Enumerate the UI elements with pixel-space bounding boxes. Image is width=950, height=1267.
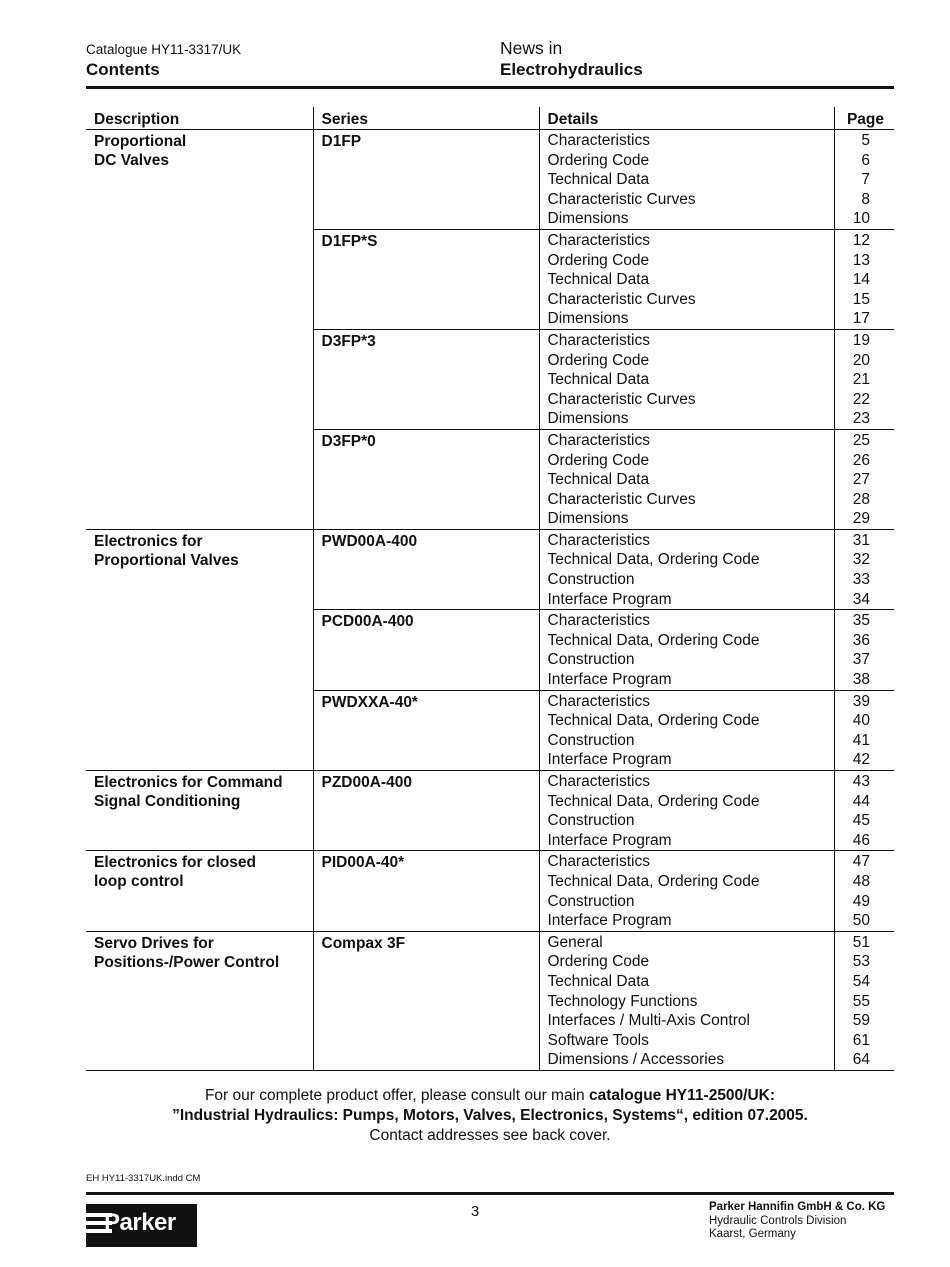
detail-item: Technical Data, Ordering Code: [547, 792, 760, 810]
detail-item: Interface Program: [547, 912, 672, 930]
detail-item: Characteristics: [547, 231, 650, 249]
series-cell: D1FP*S: [313, 229, 539, 329]
page-ref: 5: [861, 132, 870, 149]
detail-item: Ordering Code: [547, 351, 650, 369]
page-ref: 10: [852, 210, 870, 228]
details-cell: [539, 931, 834, 1070]
details-cell: [539, 329, 834, 429]
series-header: Series: [313, 107, 539, 130]
detail-item: Ordering Code: [547, 953, 650, 971]
detail-item: Technical Data: [547, 171, 650, 189]
page-ref: 32: [852, 551, 870, 569]
footnote-line-1: [86, 1086, 894, 1106]
detail-item: Technical Data, Ordering Code: [547, 872, 760, 890]
detail-item: Ordering Code: [547, 251, 650, 269]
page-cell: [834, 529, 894, 609]
table-header-row: [86, 107, 894, 130]
page-header: [86, 38, 894, 90]
page-ref: 14: [852, 271, 870, 289]
detail-item: Interface Program: [547, 590, 672, 608]
page-cell: [834, 329, 894, 429]
page-ref: 54: [852, 972, 870, 990]
page-ref: 36: [852, 631, 870, 649]
detail-item: Technical Data: [547, 972, 650, 990]
page-ref: 7: [861, 171, 870, 189]
page-ref: 21: [852, 371, 870, 389]
company-info: [709, 1201, 885, 1242]
page-ref: 43: [852, 773, 870, 790]
catalogue-number: Catalogue HY11-3317/UK: [86, 42, 242, 57]
footnote-line-3: Contact addresses see back cover.: [369, 1127, 611, 1144]
details-cell: [539, 771, 834, 851]
header-rule: [86, 86, 894, 89]
page-ref: 35: [852, 612, 870, 630]
page-ref: 51: [852, 933, 870, 951]
page-ref: 13: [852, 251, 870, 269]
page-ref: 34: [852, 590, 870, 608]
detail-item: Ordering Code: [547, 151, 650, 169]
page-ref: 27: [852, 471, 870, 489]
detail-item: General: [547, 933, 603, 951]
company-division: Hydraulic Controls Division: [709, 1214, 847, 1227]
series-cell: PID00A-40*: [313, 851, 539, 931]
page-ref: 6: [861, 151, 870, 169]
series-cell: PZD00A-400: [313, 771, 539, 851]
description-line: Servo Drives for: [94, 934, 214, 952]
series-cell: PWD00A-400: [313, 529, 539, 609]
description-line: Positions-/Power Control: [94, 953, 280, 971]
description-cell: [86, 931, 313, 1070]
page-cell: [834, 931, 894, 1070]
table-row: [86, 771, 894, 851]
detail-item: Characteristic Curves: [547, 290, 696, 308]
detail-item: Construction: [547, 892, 635, 910]
description-line: Electronics for Command: [94, 774, 283, 791]
details-cell: [539, 690, 834, 770]
page-ref: 53: [852, 953, 870, 971]
page-ref: 42: [852, 751, 870, 769]
detail-item: Dimensions / Accessories: [547, 1051, 725, 1069]
footnote-catalogue-ref: catalogue HY11-2500/UK:: [588, 1087, 776, 1104]
table-row: [86, 931, 894, 1070]
page-ref: 40: [852, 712, 870, 730]
detail-item: Construction: [547, 571, 635, 589]
detail-item: Characteristics: [547, 331, 650, 349]
page-ref: 59: [852, 1012, 870, 1030]
page-ref: 20: [852, 351, 870, 369]
page-ref: 44: [852, 792, 870, 810]
detail-item: Characteristics: [547, 531, 650, 549]
series-cell: PWDXXA-40*: [313, 690, 539, 770]
detail-item: Construction: [547, 812, 635, 830]
detail-item: Technical Data, Ordering Code: [547, 551, 760, 569]
page-ref: 12: [852, 231, 870, 249]
page-ref: 47: [852, 853, 870, 871]
news-in-label: News in: [500, 38, 563, 58]
detail-item: Interface Program: [547, 671, 672, 689]
detail-item: Characteristics: [547, 692, 650, 710]
description-cell: [86, 851, 313, 931]
detail-item: Ordering Code: [547, 451, 650, 469]
page-ref: 29: [852, 510, 870, 528]
page-ref: 61: [852, 1031, 870, 1049]
description-line: Proportional Valves: [94, 551, 239, 569]
detail-item: Characteristic Curves: [547, 390, 696, 408]
table-row: [86, 851, 894, 931]
detail-item: Interfaces / Multi-Axis Control: [547, 1012, 750, 1030]
section-title: Contents: [86, 60, 160, 79]
detail-item: Technical Data: [547, 371, 650, 389]
page-ref: 37: [852, 651, 870, 669]
page-cell: [834, 429, 894, 529]
description-line: Signal Conditioning: [94, 793, 241, 810]
description-line: loop control: [94, 873, 184, 891]
description-line: DC Valves: [94, 152, 169, 169]
page-cell: [834, 851, 894, 931]
detail-item: Dimensions: [547, 410, 629, 428]
details-cell: [539, 130, 834, 230]
detail-item: Technical Data, Ordering Code: [547, 712, 760, 730]
page-ref: 55: [852, 992, 870, 1010]
page-ref: 64: [852, 1051, 870, 1069]
details-cell: [539, 429, 834, 529]
page-ref: 45: [852, 812, 870, 830]
detail-item: Characteristic Curves: [547, 490, 696, 508]
detail-item: Technology Functions: [547, 992, 698, 1010]
detail-item: Dimensions: [547, 510, 629, 528]
details-header: Details: [539, 107, 834, 130]
company-name: Parker Hannifin GmbH & Co. KG: [709, 1201, 886, 1213]
description-line: Electronics for: [94, 532, 203, 550]
description-cell: [86, 130, 313, 530]
page-ref: 38: [852, 671, 870, 689]
description-header: Description: [86, 107, 313, 130]
contents-table: [86, 107, 894, 1071]
page-ref: 8: [861, 190, 870, 208]
detail-item: Dimensions: [547, 310, 629, 328]
table-row: [86, 130, 894, 230]
description-cell: [86, 771, 313, 851]
footnote-prefix: For our complete product offer, please consult our main: [204, 1087, 589, 1104]
logo-wordmark: Parker: [104, 1209, 176, 1236]
detail-item: Construction: [547, 731, 635, 749]
company-location: Kaarst, Germany: [709, 1228, 796, 1240]
series-cell: D1FP: [313, 130, 539, 230]
page-ref: 48: [852, 872, 870, 890]
detail-item: Characteristics: [547, 853, 650, 871]
detail-item: Characteristic Curves: [547, 190, 696, 208]
detail-item: Technical Data, Ordering Code: [547, 631, 760, 649]
page-ref: 50: [852, 912, 870, 930]
series-cell: Compax 3F: [313, 931, 539, 1070]
description-cell: [86, 529, 313, 770]
detail-item: Construction: [547, 651, 635, 669]
page-ref: 25: [852, 431, 870, 449]
series-cell: D3FP*3: [313, 329, 539, 429]
description-line: Electronics for closed: [94, 854, 256, 872]
page-ref: 41: [852, 731, 870, 749]
page-number: 3: [470, 1203, 480, 1220]
page-ref: 15: [852, 290, 870, 308]
detail-item: Interface Program: [547, 831, 672, 849]
catalogue-footnote: [86, 1086, 894, 1146]
detail-item: Characteristics: [547, 132, 650, 149]
footnote-line-2: [86, 1106, 894, 1126]
page-ref: 23: [852, 410, 870, 428]
description-line: Proportional: [94, 133, 187, 150]
table-row: [86, 529, 894, 609]
detail-item: Characteristics: [547, 612, 650, 630]
detail-item: Technical Data: [547, 471, 650, 489]
series-cell: D3FP*0: [313, 429, 539, 529]
page-ref: 28: [852, 490, 870, 508]
page-ref: 19: [852, 331, 870, 349]
detail-item: Software Tools: [547, 1031, 649, 1049]
page-cell: [834, 610, 894, 690]
page-ref: 33: [852, 571, 870, 589]
subject-title: Electrohydraulics: [500, 60, 643, 79]
series-cell: PCD00A-400: [313, 610, 539, 690]
detail-item: Dimensions: [547, 210, 629, 228]
page-ref: 26: [852, 451, 870, 469]
detail-item: Interface Program: [547, 751, 672, 769]
page-cell: [834, 229, 894, 329]
detail-item: Characteristics: [547, 773, 650, 790]
detail-item: Technical Data: [547, 271, 650, 289]
contents-table-body: [86, 130, 894, 1071]
page-cell: [834, 771, 894, 851]
file-info: EH HY11-3317UK.indd CM: [86, 1173, 201, 1184]
page-cell: [834, 130, 894, 230]
details-cell: [539, 529, 834, 609]
page-cell: [834, 690, 894, 770]
page-ref: 46: [852, 831, 870, 849]
details-cell: [539, 851, 834, 931]
page-ref: 49: [852, 892, 870, 910]
page-ref: 39: [852, 692, 870, 710]
page-ref: 22: [852, 390, 870, 408]
footer-rule: [86, 1192, 894, 1195]
page-header-cell: Page: [834, 107, 894, 130]
page-ref: 17: [852, 310, 870, 328]
page-ref: 31: [852, 531, 870, 549]
details-cell: [539, 610, 834, 690]
footnote-catalogue-title: ”Industrial Hydraulics: Pumps, Motors, Valves, Electronics, Systems“, edition 07.2005.: [172, 1107, 808, 1124]
details-cell: [539, 229, 834, 329]
detail-item: Characteristics: [547, 431, 650, 449]
